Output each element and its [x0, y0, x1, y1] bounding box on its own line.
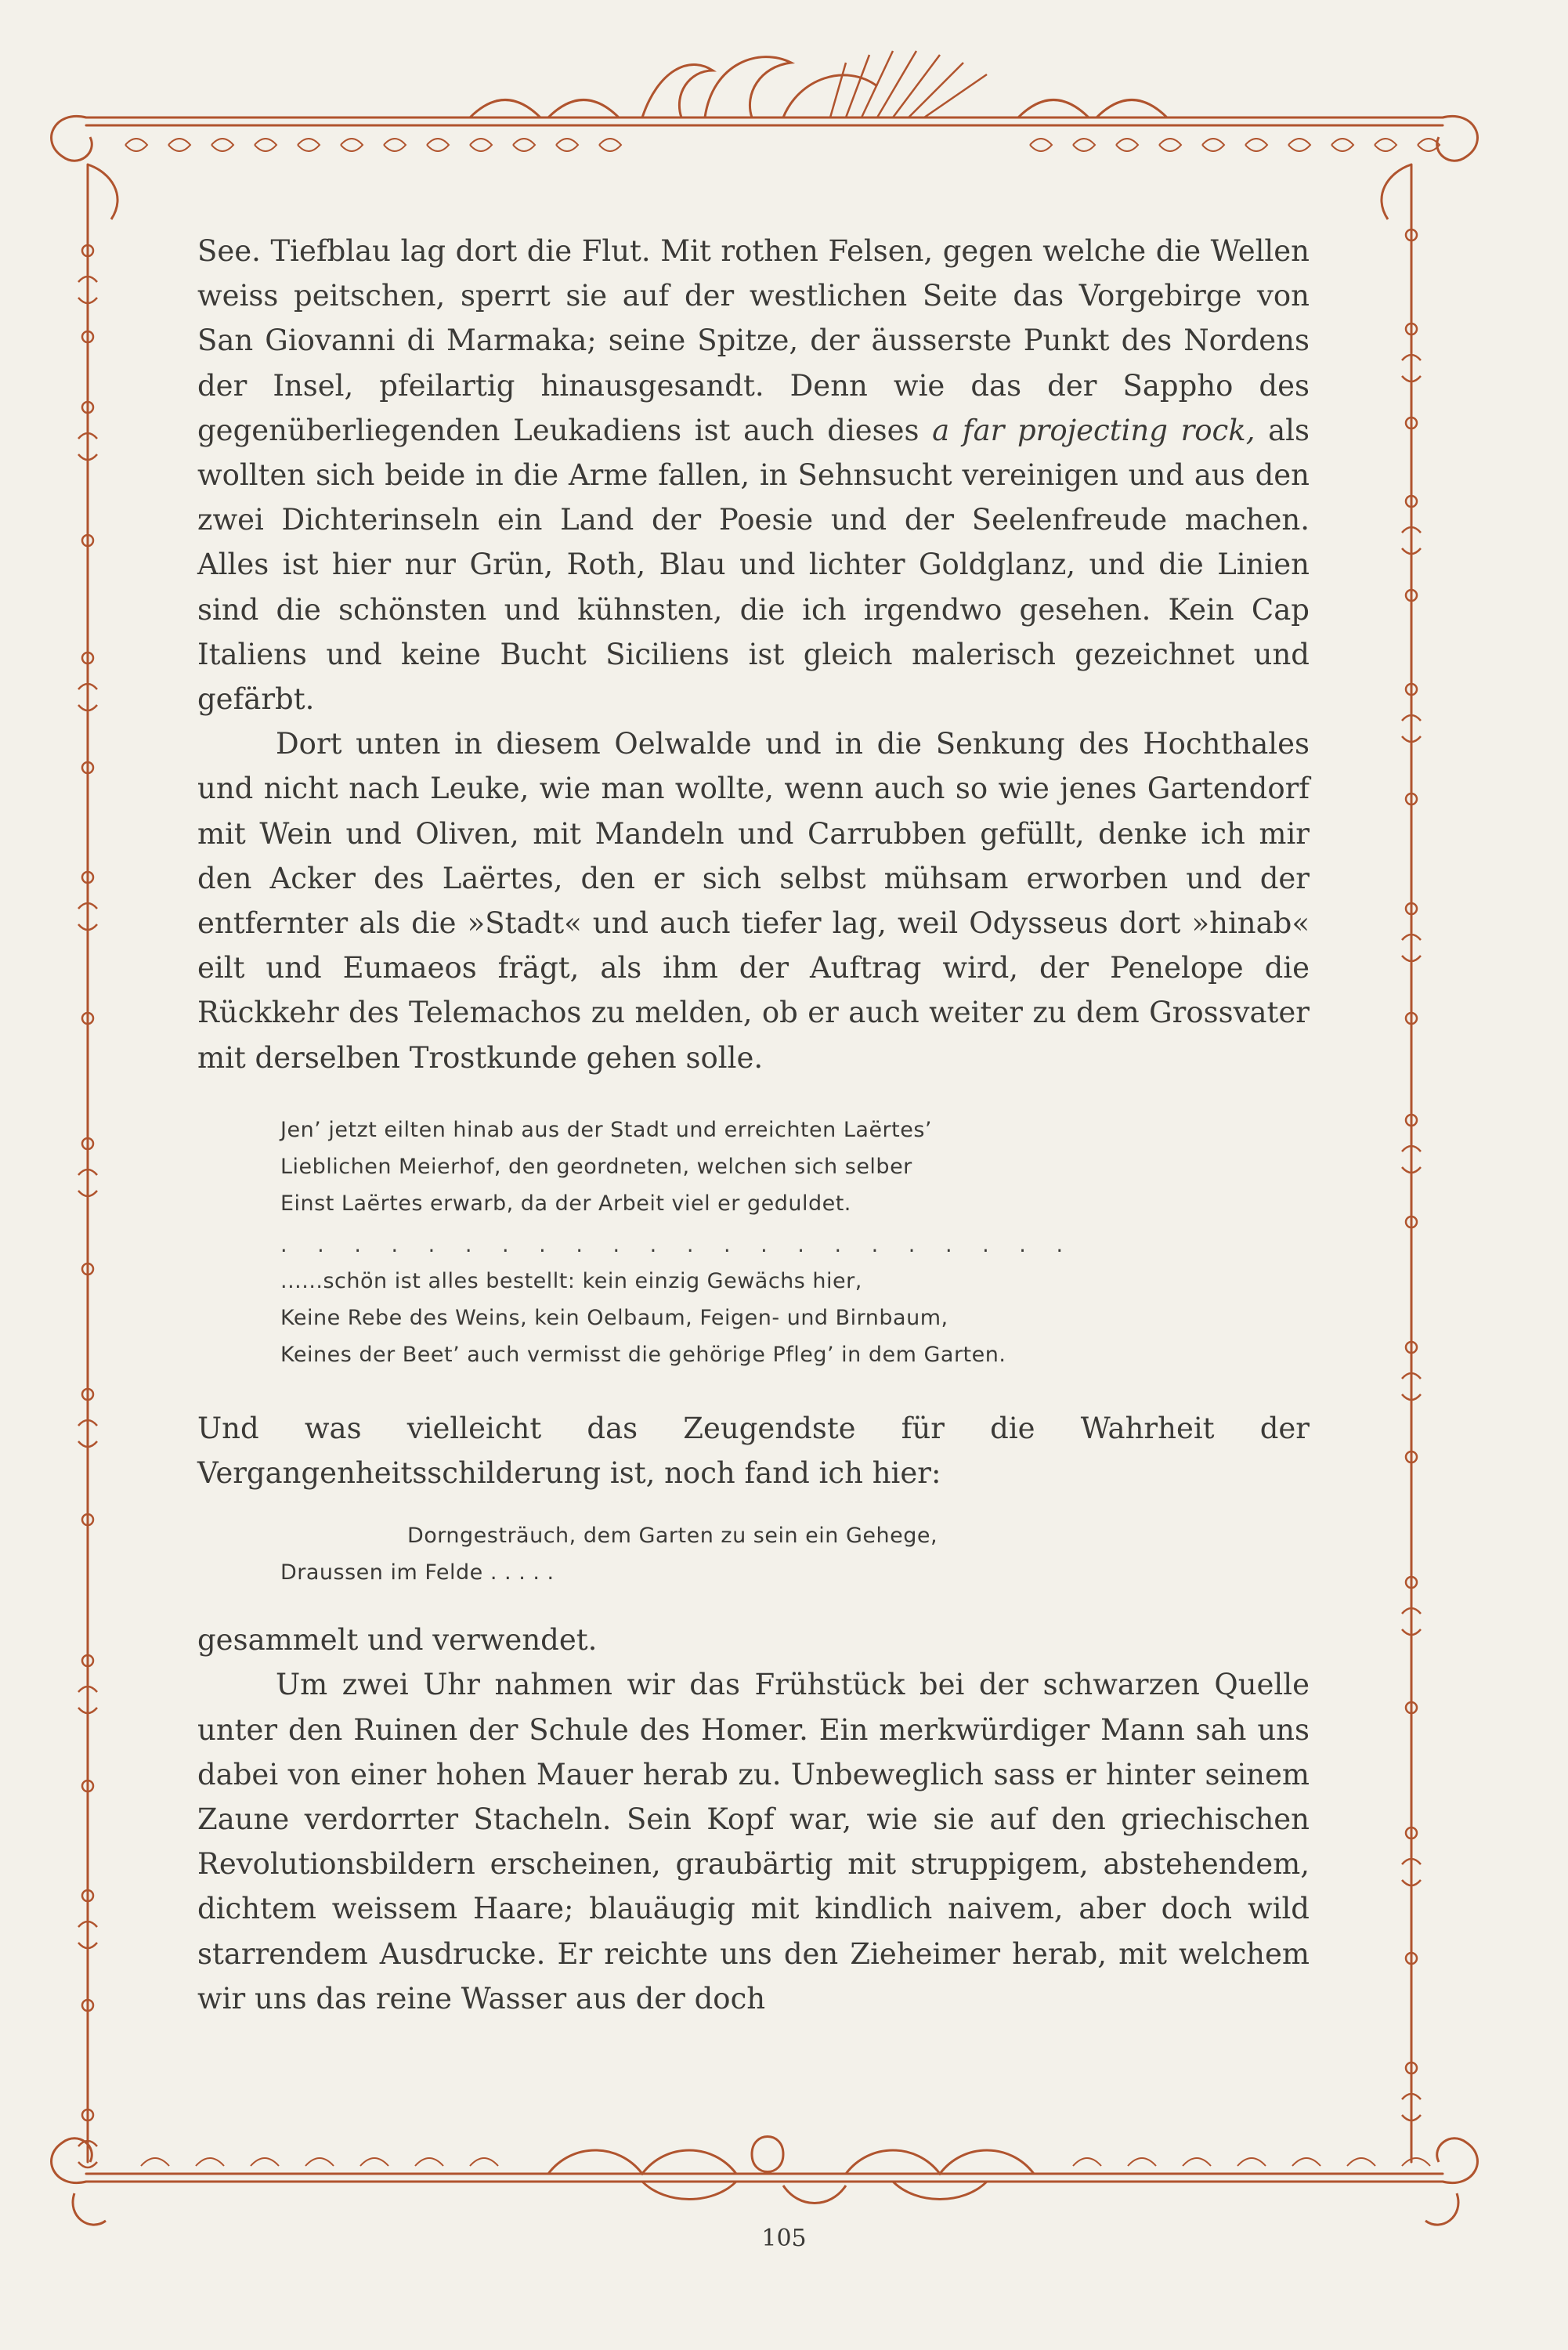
- verse-line: Keine Rebe des Weins, kein Oelbaum, Feigen- und Birnbaum,: [280, 1305, 948, 1330]
- paragraph-um-zwei-uhr: Um zwei Uhr nahmen wir das Frühstück bei der schwarzen Quelle unter den Ruinen der Schule des Homer. Ein merkwürdiger Mann sah uns dabei von einer hohen Mauer herab zu. Unbeweglich sass er hinter seinem Zaune verdorrter Stacheln. Sein Kopf war, wie sie auf den griechischen Revolutionsbildern erscheinen, graubärtig mit struppigem, abstehendem, dichtem weissem Haare; blauäugig mit kindlich naivem, aber doch wild starrendem Ausdrucke. Er reichte uns den Zieheimer herab, mit welchem wir uns das reine Wasser aus der doch: [197, 1668, 1310, 2016]
- verse-line: Dorngesträuch, dem Garten zu sein ein Gehege,: [407, 1524, 938, 1549]
- paragraph-dort-unten: Dort unten in diesem Oelwalde und in die Senkung des Hochthales und nicht nach Leuke, wie man wollte, wenn auch so wie jenes Gartendorf mit Wein und Oliven, mit Mandeln und Carrubben gefüllt, denke ich mir den Acker des Laërtes, den er sich selbst mühsam erworben und der entfernter als die »Stadt« und auch tiefer lag, weil Odysseus dort »hinab« eilt und Eumaeos frägt, als ihm der Auftrag wird, der Penelope die Rückkehr des Telemachos zu melden, ob er auch weiter zu dem Grossvater mit derselben Trostkunde gehen solle.: [197, 727, 1310, 1075]
- paragraph-see: See. Tiefblau lag dort die Flut. Mit rothen Felsen, gegen welche die Wellen weiss peitschen, sperrt sie auf der westlichen Seite das Vorgebirge von San Giovanni di Marmaka; seine Spitze, der äusserste Punkt des Nordens der Insel, pfeilartig hinausgesandt. Denn wie das der Sappho des gegenüberliegenden Leukadiens ist auch dieses a far projecting rock, als wollten sich beide in die Arme fallen, in Sehnsucht vereinigen und aus den zwei Dichterinseln ein Land der Poesie und der Seelenfreude machen. Alles ist hier nur Grün, Roth, Blau und lichter Goldglanz, und die Linien sind die schönsten und kühnsten, die ich irgendwo gesehen. Kein Cap Italiens und keine Bucht Siciliens ist gleich malerisch gezeichnet und gefärbt.: [197, 234, 1310, 717]
- verse-line: Lieblichen Meierhof, den geordneten, welchen sich selber: [280, 1154, 912, 1179]
- verse-line: Einst Laërtes erwarb, da der Arbeit viel er geduldet.: [280, 1191, 851, 1216]
- verse-line: Keines der Beet’ auch vermisst die gehörige Pfleg’ in dem Garten.: [280, 1342, 1006, 1367]
- verse-quote-2: [280, 1263, 1310, 1373]
- page-number: 105: [761, 2225, 807, 2252]
- page-text: [197, 229, 1310, 2021]
- verse-line: ......schön ist alles bestellt: kein einzig Gewächs hier,: [280, 1268, 862, 1293]
- ellipsis-line: . . . . . . . . . . . . . . . . . . . . . .: [280, 1232, 1075, 1257]
- verse-quote-3: [197, 1517, 1310, 1591]
- verse-quote-1: [280, 1112, 1310, 1222]
- verse-line: Jen’ jetzt eilten hinab aus der Stadt und erreichten Laërtes’: [280, 1117, 933, 1142]
- paragraph-und-was: Und was vielleicht das Zeugendste für die Wahrheit der Vergangenheitsschilderung ist, noch fand ich hier:: [197, 1411, 1310, 1491]
- italic-phrase: a far projecting rock,: [932, 413, 1255, 447]
- verse-line: Draussen im Felde . . . . .: [280, 1560, 555, 1585]
- paragraph-gesammelt: gesammelt und verwendet.: [197, 1623, 598, 1658]
